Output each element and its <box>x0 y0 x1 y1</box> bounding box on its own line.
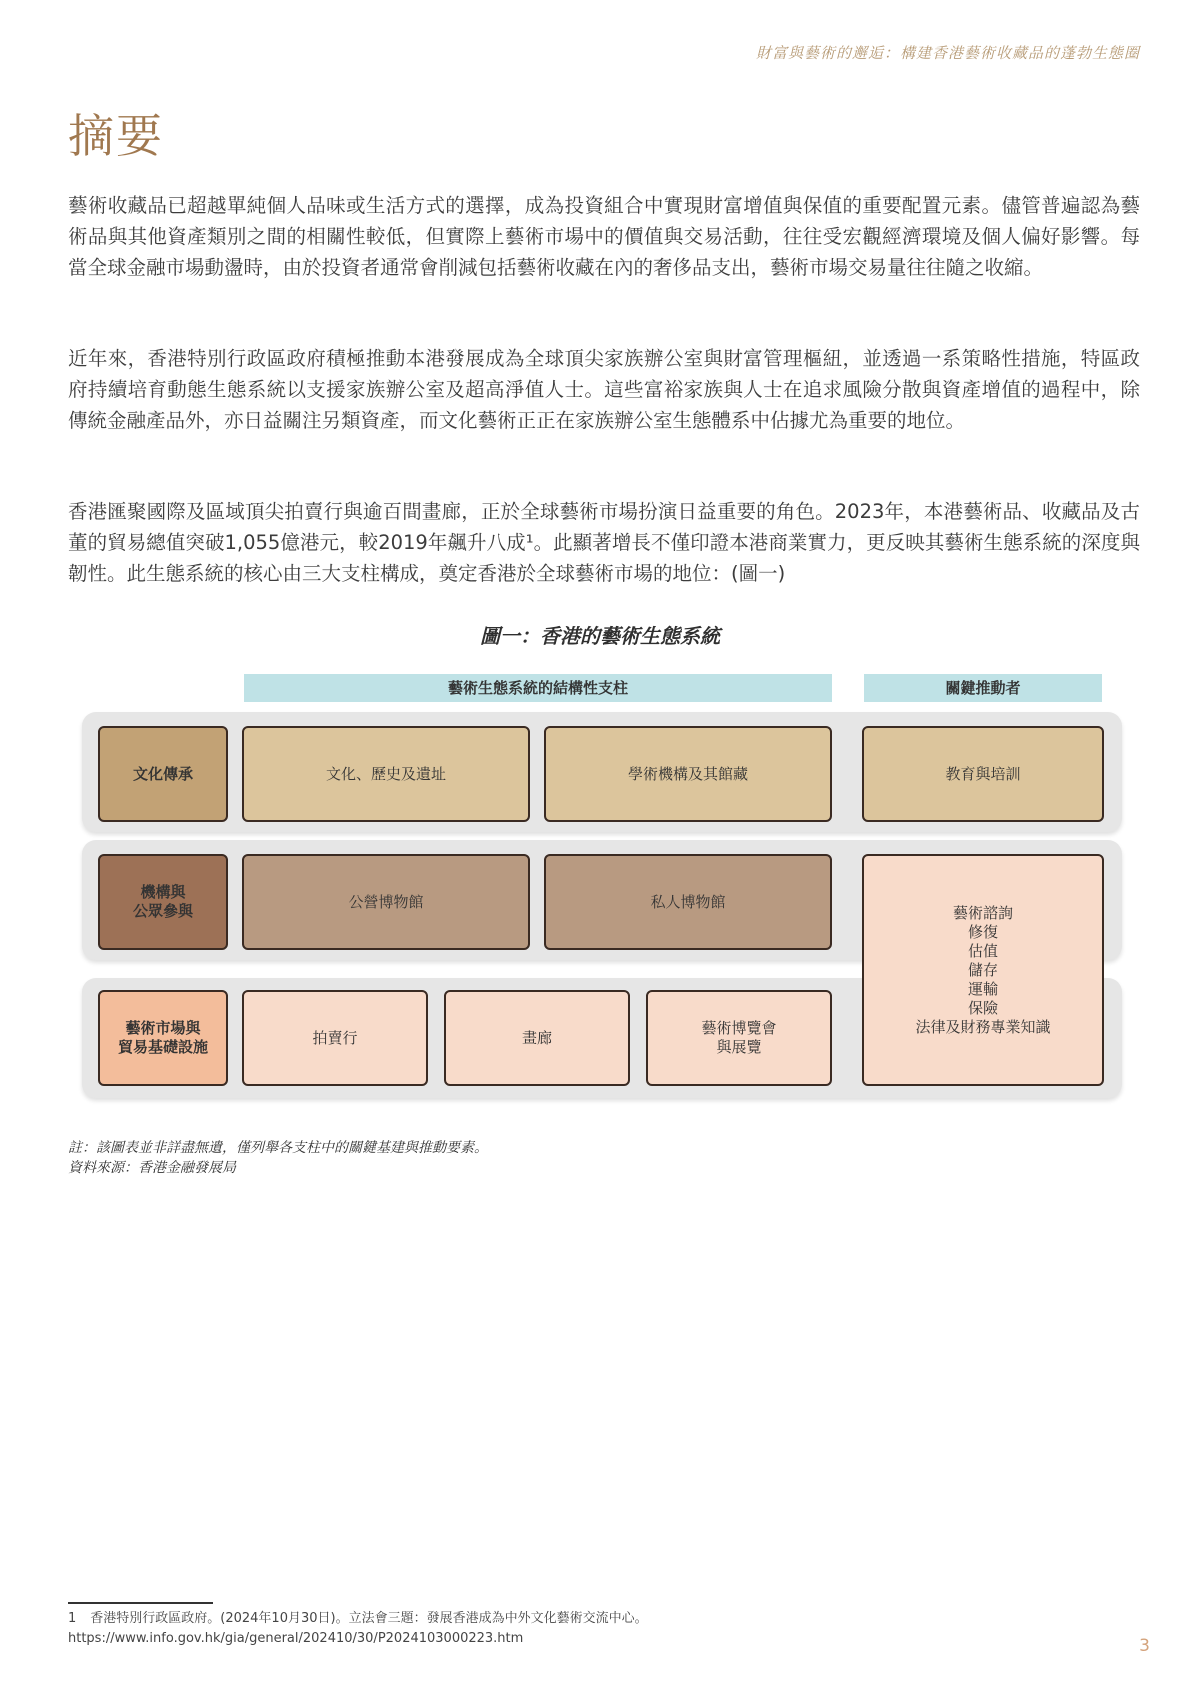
paragraph-2: 近年來，香港特別行政區政府積極推動本港發展成為全球頂尖家族辦公室與財富管理樞紐，並透過一系策略性措施，特區政府持續培育動態生態系統以支援家族辦公室及超高淨值人士。這些富裕家族與人士在追求風險分散與資產增值的過程中，除傳統金融產品外，亦日益關注另類資產，而文化藝術正正在家族辦公室生態體系中佔據尤為重要的地位。 <box>68 347 1140 432</box>
footnote-divider <box>68 1602 213 1604</box>
driver-professional-services: 藝術諮詢 修復 估值 儲存 運輸 保險 法律及財務專業知識 <box>862 854 1104 1086</box>
column-header-structural: 藝術生態系統的結構性支柱 <box>244 674 832 702</box>
row-label-market-infrastructure: 藝術市場與 貿易基礎設施 <box>98 990 228 1086</box>
driver-education-training: 教育與培訓 <box>862 726 1104 822</box>
page-number: 3 <box>1139 1636 1150 1656</box>
row-label-institutions: 機構與 公眾參與 <box>98 854 228 950</box>
footnote-url[interactable]: https://www.info.gov.hk/gia/general/202410/30/P2024103000223.htm <box>68 1631 524 1646</box>
pillar-private-museums: 私人博物館 <box>544 854 832 950</box>
figure-title: 圖一：香港的藝術生態系統 <box>480 624 720 648</box>
figure-notes <box>68 1138 488 1178</box>
column-header-drivers: 關鍵推動者 <box>864 674 1102 702</box>
pillar-galleries: 畫廊 <box>444 990 630 1086</box>
running-header: 財富與藝術的邂逅：構建香港藝術收藏品的蓬勃生態圈 <box>755 44 1140 62</box>
pillar-art-fairs: 藝術博覽會 與展覽 <box>646 990 832 1086</box>
figure-source: 資料來源：香港金融發展局 <box>68 1160 236 1176</box>
paragraph-3: 香港匯聚國際及區域頂尖拍賣行與逾百間畫廊，正於全球藝術市場扮演日益重要的角色。2023年，本港藝術品、收藏品及古董的貿易總值突破1,055億港元，較2019年飆升八成¹。此顯著增長不僅印證本港商業實力，更反映其藝術生態系統的深度與韌性。此生態系統的核心由三大支柱構成，奠定香港於全球藝術市場的地位：(圖一) <box>68 500 1140 585</box>
section-title: 摘要 <box>68 109 164 163</box>
pillar-public-museums: 公營博物館 <box>242 854 530 950</box>
footnote <box>68 1609 648 1649</box>
pillar-auction-houses: 拍賣行 <box>242 990 428 1086</box>
figure-note: 註：該圖表並非詳盡無遺，僅列舉各支柱中的關鍵基建與推動要素。 <box>68 1140 488 1156</box>
footnote-number: 1 <box>68 1611 77 1626</box>
pillar-academic-institutions: 學術機構及其館藏 <box>544 726 832 822</box>
pillar-culture-history-sites: 文化、歷史及遺址 <box>242 726 530 822</box>
paragraph-1: 藝術收藏品已超越單純個人品味或生活方式的選擇，成為投資組合中實現財富增值與保值的重要配置元素。儘管普遍認為藝術品與其他資產類別之間的相關性較低，但實際上藝術市場中的價值與交易活動，往往受宏觀經濟環境及個人偏好影響。每當全球金融市場動盪時，由於投資者通常會削減包括藝術收藏在內的奢侈品支出，藝術市場交易量往往隨之收縮。 <box>68 194 1140 279</box>
footnote-text: 香港特別行政區政府。(2024年10月30日)。立法會三題：發展香港成為中外文化藝術交流中心。 <box>90 1611 648 1626</box>
row-label-cultural-heritage: 文化傳承 <box>98 726 228 822</box>
